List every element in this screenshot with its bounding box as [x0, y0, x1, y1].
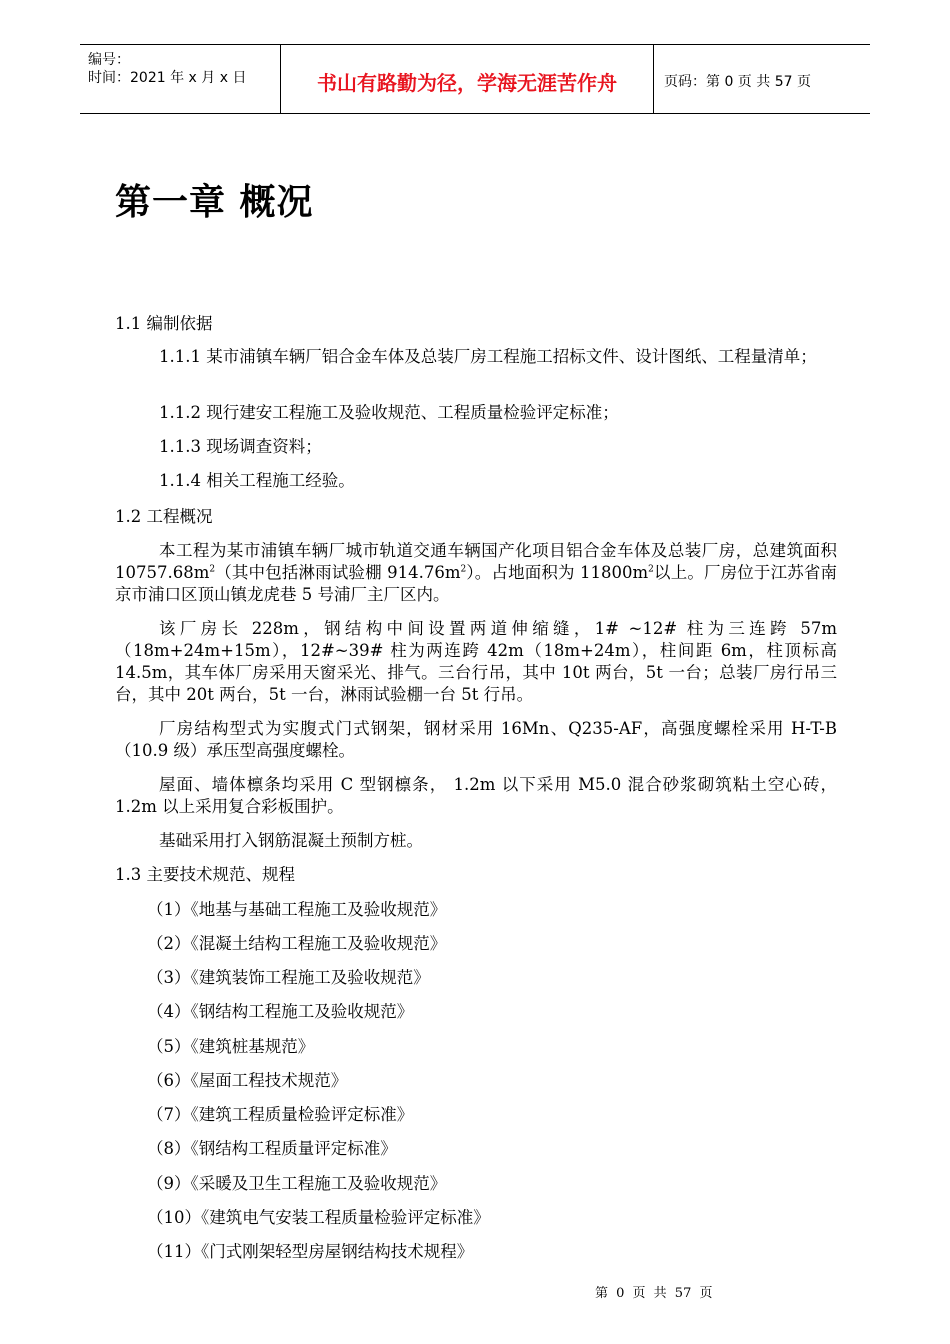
header-page-cell — [654, 45, 870, 113]
standard-item-7: （7）《建筑工程质量检验评定标准》 — [147, 1105, 414, 1124]
superscript-2: 2 — [209, 564, 216, 575]
superscript-2: 2 — [460, 564, 467, 575]
section-heading-1-3: 1.3 主要技术规范、规程 — [115, 865, 295, 884]
basis-item-4: 1.1.4 相关工程施工经验。 — [159, 471, 355, 490]
overview-p1-part-d: 以上。厂房位于江苏省南京市浦口区顶山镇龙虎巷 5 号浦厂主厂区内。 — [115, 563, 838, 604]
overview-p1-part-a: 本工程为某市浦镇车辆厂城市轨道交通车辆国产化项目铝合金车体及总装厂房，总建筑面积 10757.68m — [115, 541, 837, 582]
overview-p1-part-c: ）。占地面积为 11800m — [466, 563, 649, 582]
section-heading-1-2: 1.2 工程概况 — [115, 507, 213, 526]
page-footer: 第 0 页 共 57 页 — [595, 1286, 713, 1301]
superscript-2: 2 — [648, 564, 654, 575]
standard-item-2: （2）《混凝土结构工程施工及验收规范》 — [147, 934, 447, 953]
number-label: 编号： — [88, 52, 130, 68]
standard-item-8: （8）《钢结构工程质量评定标准》 — [147, 1139, 397, 1158]
overview-paragraph-2: 该厂房长 228m，钢结构中间设置两道伸缩缝，1# ~12# 柱为三连跨 57m（18m+24m+15m），12#~39# 柱为两连跨 42m（18m+24m），柱间距 6m，柱顶标高 14.5m，其车体厂房采用天窗采光、排气。三台行吊，其中 10t 两台，5t 一台；总装厂房行吊三台，其中 20t 两台，5t 一台，淋雨试验棚一台 5t 行吊。 — [115, 619, 837, 704]
standard-item-6: （6）《屋面工程技术规范》 — [147, 1071, 348, 1090]
standard-item-5: （5）《建筑桩基规范》 — [147, 1037, 315, 1056]
standard-item-10: （10）《建筑电气安装工程质量检验评定标准》 — [147, 1208, 490, 1227]
overview-p1-part-b: （其中包括淋雨试验棚 914.76m — [215, 563, 461, 582]
time-label: 时间：2021 年 x 月 x 日 — [88, 70, 247, 86]
header-meta-cell — [80, 45, 281, 113]
overview-paragraph-3: 厂房结构型式为实腹式门式钢架，钢材采用 16Mn、Q235-AF，高强度螺栓采用 H-T-B（10.9 级）承压型高强度螺栓。 — [115, 719, 837, 760]
overview-paragraph-4: 屋面、墙体檩条均采用 C 型钢檩条， 1.2m 以下采用 M5.0 混合砂浆砌筑粘土空心砖，1.2m 以上采用复合彩板围护。 — [115, 775, 837, 816]
overview-paragraph-5: 基础采用打入钢筋混凝土预制方桩。 — [159, 831, 423, 850]
standard-item-11: （11）《门式刚架轻型房屋钢结构技术规程》 — [147, 1242, 474, 1261]
basis-item-3: 1.1.3 现场调查资料； — [159, 437, 322, 456]
standard-item-1: （1）《地基与基础工程施工及验收规范》 — [147, 900, 447, 919]
standard-item-4: （4）《钢结构工程施工及验收规范》 — [147, 1002, 414, 1021]
header-motto-cell — [281, 45, 654, 113]
page-header — [80, 44, 870, 114]
section-heading-1-1: 1.1 编制依据 — [115, 314, 213, 333]
motto-text: 书山有路勤为径，学海无涯苦作舟 — [317, 71, 617, 95]
basis-item-2: 1.1.2 现行建安工程施工及验收规范、工程质量检验评定标准； — [159, 403, 619, 422]
chapter-title: 第一章 概况 — [115, 182, 314, 223]
page-code: 页码：第 0 页 共 57 页 — [664, 74, 811, 90]
standard-item-9: （9）《采暖及卫生工程施工及验收规范》 — [147, 1174, 447, 1193]
overview-paragraph-1 — [115, 540, 837, 606]
basis-item-1: 1.1.1 某市浦镇车辆厂铝合金车体及总装厂房工程施工招标文件、设计图纸、工程量清单； — [159, 347, 817, 366]
standard-item-3: （3）《建筑装饰工程施工及验收规范》 — [147, 968, 430, 987]
